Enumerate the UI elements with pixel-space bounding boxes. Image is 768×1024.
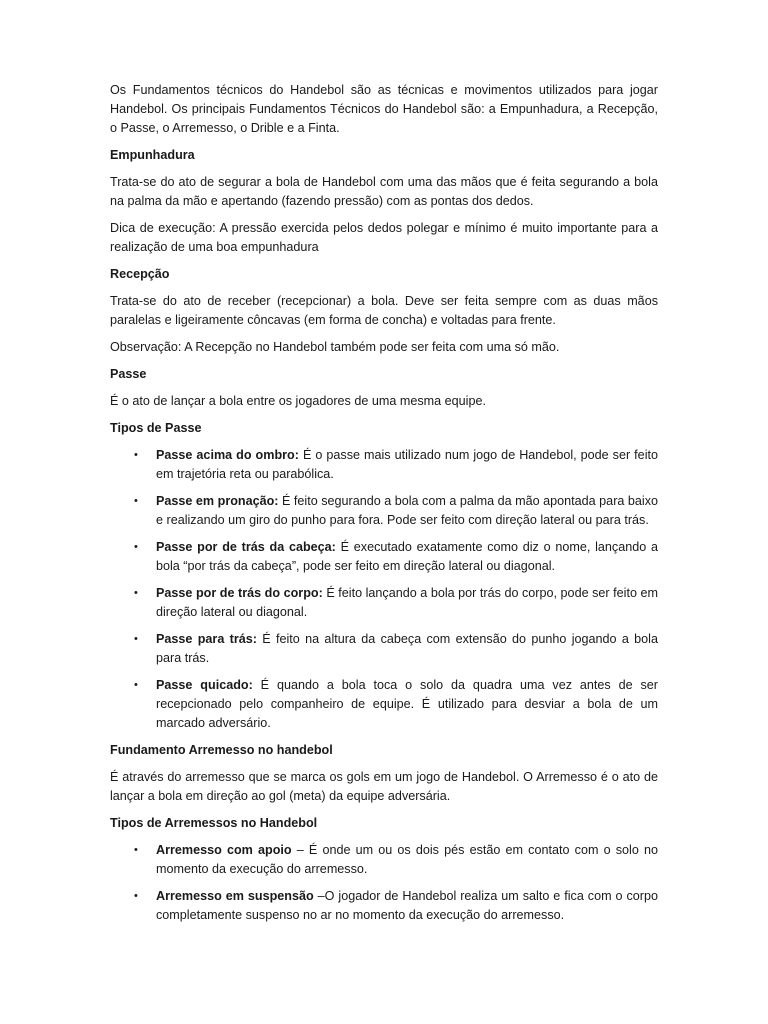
list-item-description: – É onde um ou os dois pés estão em contato com o solo no momento da execução do arremesso.	[156, 843, 659, 876]
list-item	[110, 446, 658, 484]
list-item	[110, 676, 658, 733]
list-item-description: É executado exatamente como diz o nome, lançando a bola “por trás da cabeça”, pode ser feito em direção lateral ou diagonal.	[156, 540, 658, 573]
empunhadura-tip-paragraph: Dica de execução: A pressão exercida pelos dedos polegar e mínimo é muito importante para a realização de uma boa empunhadura	[110, 221, 658, 254]
list-item	[110, 887, 658, 925]
heading-tipos-de-passe: Tipos de Passe	[110, 421, 202, 435]
heading-arremesso: Fundamento Arremesso no handebol	[110, 743, 333, 757]
bullet-icon: •	[134, 449, 138, 461]
list-item-description: –O jogador de Handebol realiza um salto e fica com o corpo completamente suspenso no ar no momento da execução do arremesso.	[156, 889, 659, 922]
bullet-icon: •	[134, 495, 138, 507]
document-page	[110, 81, 658, 933]
list-item-term: Passe acima do ombro:	[156, 448, 299, 462]
list-item-description: É feito segurando a bola com a palma da mão apontada para baixo e realizando um giro do punho para fora. Pode ser feito com direção lateral ou para trás.	[156, 494, 658, 527]
list-item	[110, 841, 658, 879]
empunhadura-paragraph: Trata-se do ato de segurar a bola de Handebol com uma das mãos que é feita segurando a bola na palma da mão e apertando (fazendo pressão) com as pontas dos dedos.	[110, 175, 658, 208]
bullet-icon: •	[134, 679, 138, 691]
bullet-icon: •	[134, 633, 138, 645]
list-item-term: Passe quicado:	[156, 678, 253, 692]
list-item-term: Passe por de trás da cabeça:	[156, 540, 336, 554]
recepcao-note-paragraph: Observação: A Recepção no Handebol também pode ser feita com uma só mão.	[110, 340, 560, 354]
list-item-description: É o passe mais utilizado num jogo de Handebol, pode ser feito em trajetória reta ou parabólica.	[156, 448, 658, 481]
list-item-description: É feito na altura da cabeça com extensão do punho jogando a bola para trás.	[156, 632, 658, 665]
bullet-icon: •	[134, 844, 138, 856]
list-item-term: Passe por de trás do corpo:	[156, 586, 323, 600]
list-item-term: Arremesso com apoio	[156, 843, 292, 857]
list-item	[110, 492, 658, 530]
bullet-icon: •	[134, 890, 138, 902]
heading-empunhadura: Empunhadura	[110, 148, 195, 162]
bullet-icon: •	[134, 541, 138, 553]
list-item-description: É feito lançando a bola por trás do corpo, pode ser feito em direção lateral ou diagonal.	[156, 586, 658, 619]
list-item-term: Passe para trás:	[156, 632, 257, 646]
list-item-description: É quando a bola toca o solo da quadra uma vez antes de ser recepcionado pelo companheiro de equipe. É utilizado para desviar a bola de um marcado adversário.	[156, 678, 658, 730]
recepcao-paragraph: Trata-se do ato de receber (recepcionar) a bola. Deve ser feita sempre com as duas mãos paralelas e ligeiramente côncavas (em forma de concha) e voltadas para frente.	[110, 294, 658, 327]
list-item	[110, 584, 658, 622]
passe-paragraph: É o ato de lançar a bola entre os jogadores de uma mesma equipe.	[110, 394, 486, 408]
heading-passe: Passe	[110, 367, 147, 381]
bullet-icon: •	[134, 587, 138, 599]
intro-paragraph: Os Fundamentos técnicos do Handebol são as técnicas e movimentos utilizados para jogar Handebol. Os principais Fundamentos Técnicos do Handebol são: a Empunhadura, a Recepção, o Passe, o Arremesso, o Drible e a Finta.	[110, 83, 658, 135]
tipos-de-arremessos-list	[110, 841, 658, 925]
heading-tipos-de-arremessos: Tipos de Arremessos no Handebol	[110, 816, 318, 830]
tipos-de-passe-list	[110, 446, 658, 733]
list-item-term: Passe em pronação:	[156, 494, 279, 508]
list-item	[110, 538, 658, 576]
arremesso-paragraph: É através do arremesso que se marca os gols em um jogo de Handebol. O Arremesso é o ato de lançar a bola em direção ao gol (meta) da equipe adversária.	[110, 770, 658, 803]
list-item	[110, 630, 658, 668]
list-item-term: Arremesso em suspensão	[156, 889, 314, 903]
heading-recepcao: Recepção	[110, 267, 170, 281]
